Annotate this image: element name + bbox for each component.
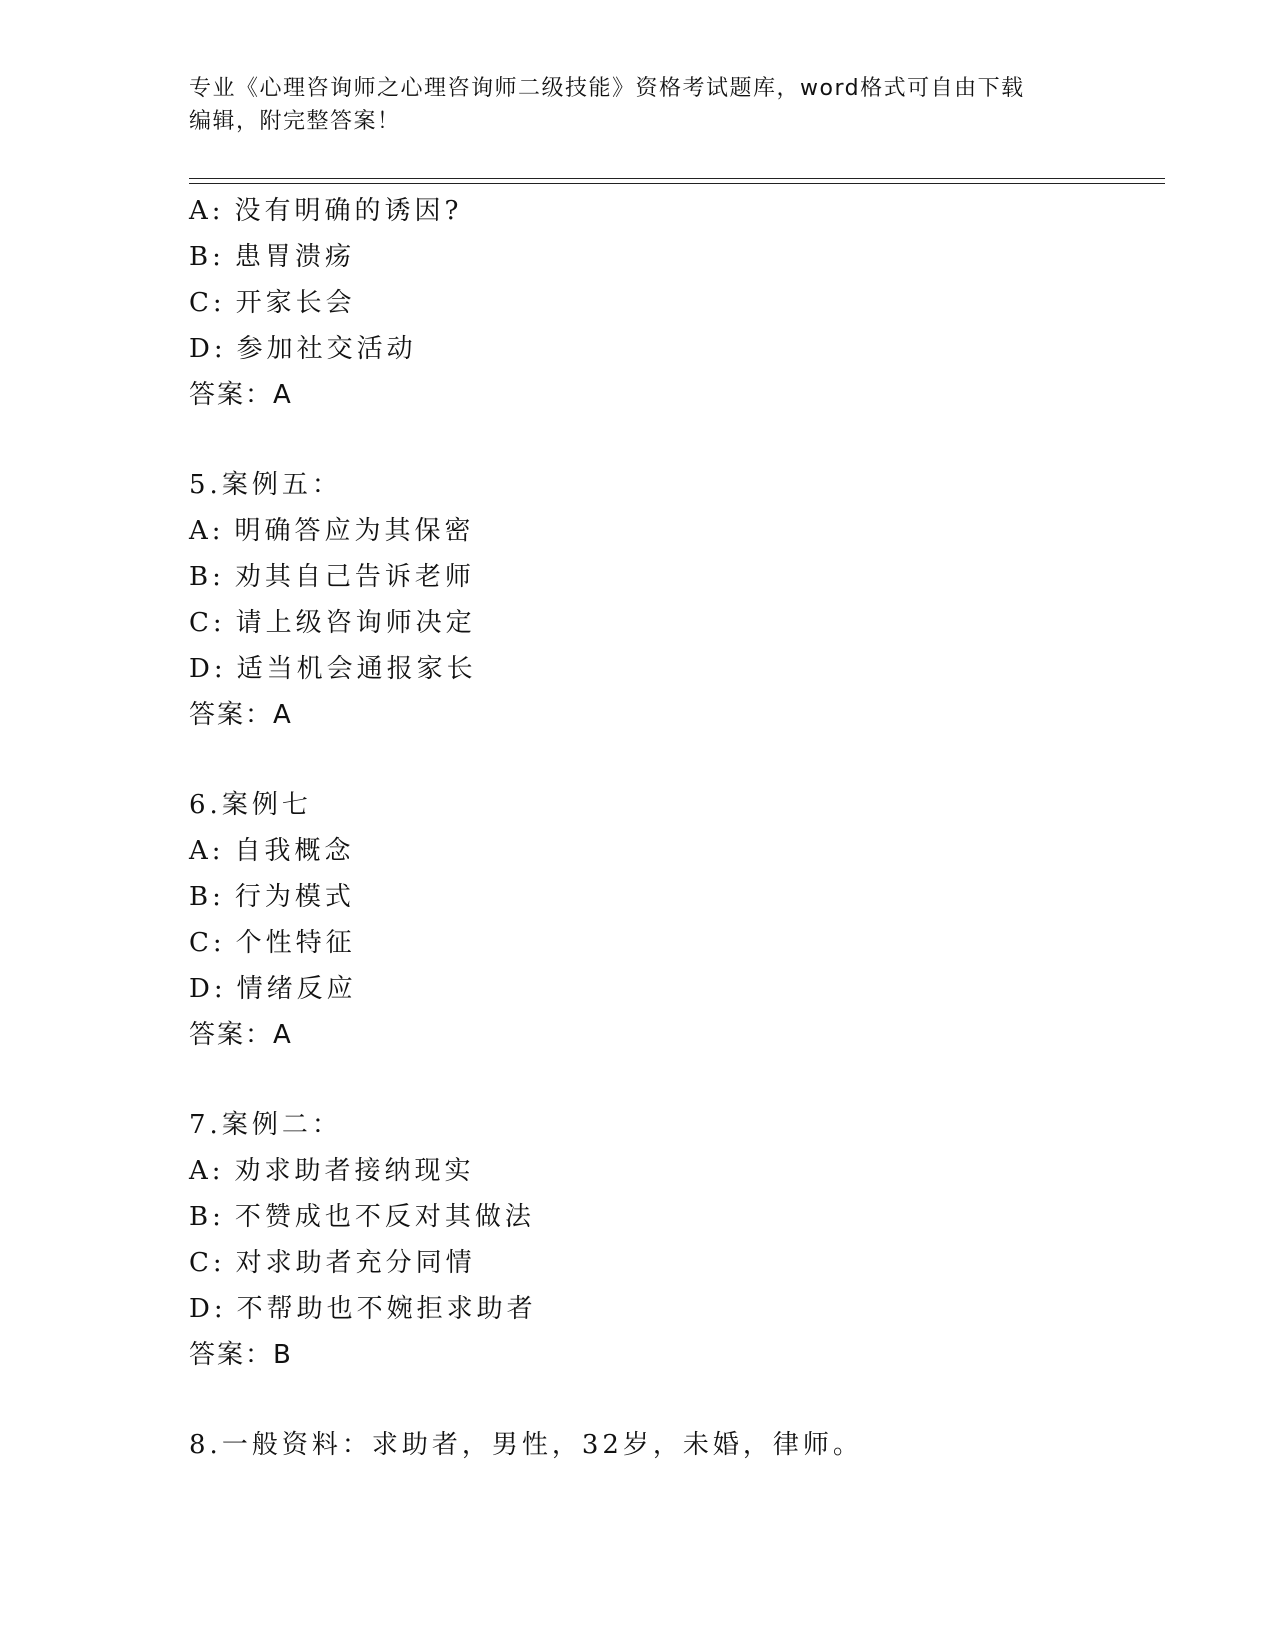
answer-line: 答案：A [189,1020,293,1050]
answer-line: 答案：A [189,380,293,410]
question-4 [189,188,1165,418]
option-c: C: 请上级咨询师决定 [189,608,476,638]
question-6 [189,782,1165,1058]
question-list [189,188,1165,1468]
option-b: B: 患胃溃疡 [189,242,355,272]
option-d: D: 不帮助也不婉拒求助者 [189,1294,537,1324]
option-b: B: 劝其自己告诉老师 [189,562,475,592]
option-a: A: 明确答应为其保密 [189,516,475,546]
option-d: D: 适当机会通报家长 [189,654,477,684]
question-7 [189,1102,1165,1378]
option-c: C: 对求助者充分同情 [189,1248,476,1278]
question-8 [189,1422,1165,1468]
option-a: A: 劝求助者接纳现实 [189,1156,475,1186]
document-header [189,72,1089,138]
option-c: C: 开家长会 [189,288,356,318]
option-d: D: 参加社交活动 [189,334,417,364]
header-line-1: 专业《心理咨询师之心理咨询师二级技能》资格考试题库，word格式可自由下载 [189,76,1025,101]
option-d: D: 情绪反应 [189,974,357,1004]
option-a: A: 自我概念 [189,836,355,866]
header-line-2: 编辑，附完整答案！ [189,109,401,134]
option-c: C: 个性特征 [189,928,356,958]
answer-line: 答案：B [189,1340,293,1370]
question-5 [189,462,1165,738]
header-divider-top [189,178,1165,179]
question-title: 8.一般资料：求助者，男性，32岁，未婚，律师。 [189,1430,863,1460]
option-b: B: 行为模式 [189,882,355,912]
header-divider-bottom [189,183,1165,184]
option-a: A: 没有明确的诱因? [189,196,463,226]
question-title: 6.案例七 [189,790,312,820]
option-b: B: 不赞成也不反对其做法 [189,1202,535,1232]
answer-line: 答案：A [189,700,293,730]
question-title: 7.案例二： [189,1110,342,1140]
question-title: 5.案例五： [189,470,342,500]
